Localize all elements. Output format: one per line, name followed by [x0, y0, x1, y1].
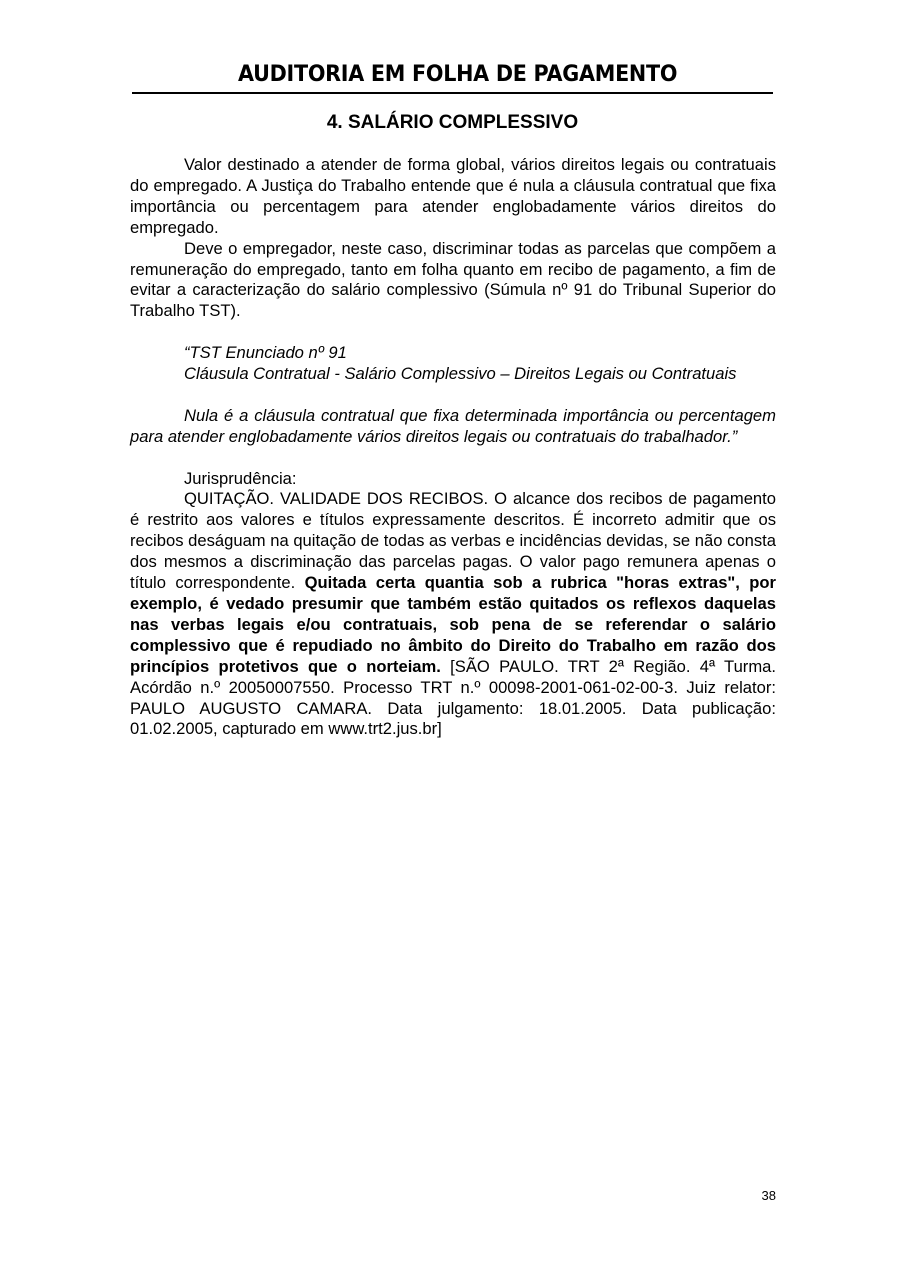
spacer [130, 322, 776, 343]
jurisprudence-text-bold: Quitada certa quantia sob a rubrica "horas extras", por exemplo, é vedado presumir que também estão quitados os reflexos daquelas nas verbas legais e/ou contratuais, sob pena de se referendar o salário complessivo que é repudiado no âmbito do Direito do Trabalho em razão dos princípios protetivos que o norteiam. [130, 573, 776, 676]
quote-reference: “TST Enunciado nº 91 [184, 343, 347, 363]
page-number: 38 [761, 1188, 776, 1203]
header-title: AUDITORIA EM FOLHA DE PAGAMENTO [238, 61, 678, 87]
paragraph-employer-duty: Deve o empregador, neste caso, discriminar todas as parcelas que compõem a remuneração do empregado, tanto em folha quanto em recibo de pagamento, a fim de evitar a caracterização do salário complessivo (Súmula nº 91 do Tribunal Superior do Trabalho TST). [130, 238, 776, 321]
jurisprudence-text-start: QUITAÇÃO. VALIDADE DOS RECIBOS. O alcance dos recibos de pagamento é restrito aos valores e títulos expressamente descritos. É incorreto admitir que os recibos deságuam na quitação de todas as verbas e incidências devidas, se não consta dos mesmos a discriminação das parcelas pagas. O valor pago remunera apenas o título correspondente. [130, 489, 776, 593]
page-header [132, 58, 773, 94]
jurisprudence-label: Jurisprudência: [184, 468, 297, 488]
paragraph-definition: Valor destinado a atender de forma global, vários direitos legais ou contratuais do empregado. A Justiça do Trabalho entende que é nula a cláusula contratual que fixa importância ou percentagem para atender englobadamente vários direitos do empregado. [130, 155, 776, 237]
jurisprudence-text-end: [SÃO PAULO. TRT 2ª Região. 4ª Turma. Acórdão n.º 20050007550. Processo TRT n.º 00098-2001-061-02-00-3. Juiz relator: PAULO AUGUSTO CAMARA. Data julgamento: 18.01.2005. Data publicação: 01.02.2005, capturado em www.trt2.jus.br] [130, 656, 776, 739]
quote-body: Nula é a cláusula contratual que fixa determinada importância ou percentagem para atender englobadamente vários direitos legais ou contratuais do trabalhador.” [130, 405, 776, 446]
document-body [130, 155, 776, 740]
spacer [130, 448, 776, 469]
spacer [130, 385, 776, 406]
jurisprudence-text [130, 489, 776, 740]
section-title: 4. SALÁRIO COMPLESSIVO [326, 112, 579, 133]
quote-heading: Cláusula Contratual - Salário Complessivo – Direitos Legais ou Contratuais [184, 364, 737, 384]
